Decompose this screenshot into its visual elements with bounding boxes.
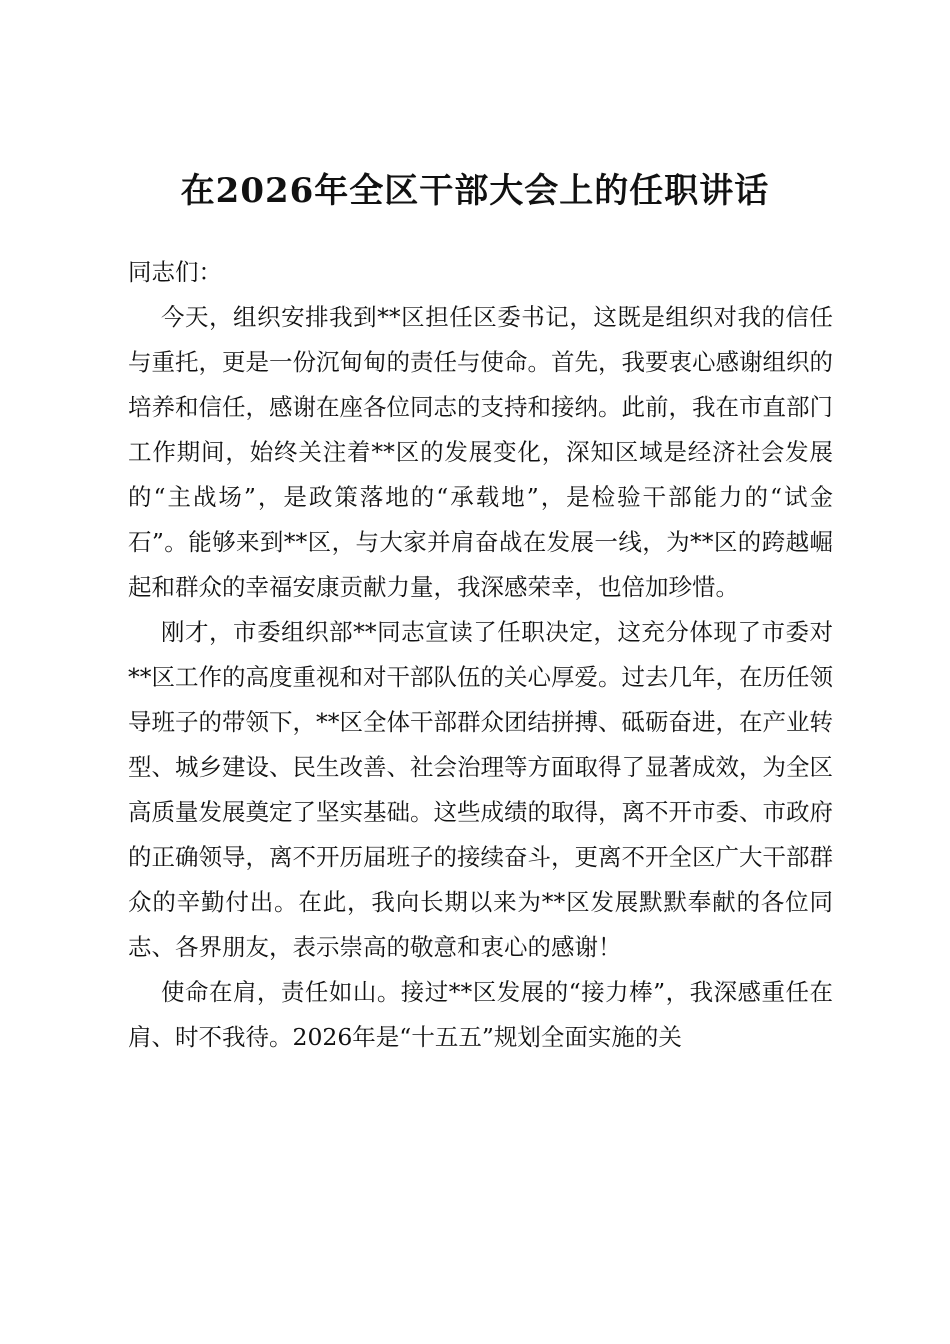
paragraph-1: 今天，组织安排我到**区担任区委书记，这既是组织对我的信任与重托，更是一份沉甸甸的责任与使命。首先，我要衷心感谢组织的培养和信任，感谢在座各位同志的支持和接纳。此前，我在市直部门工作期间，始终关注着**区的发展变化，深知区域是经济社会发展的“主战场”，是政策落地的“承载地”，是检验干部能力的“试金石”。能够来到**区，与大家并肩奋战在发展一线，为**区的跨越崛起和群众的幸福安康贡献力量，我深感荣幸，也倍加珍惜。	[128, 303, 833, 601]
document-title: 在2026年全区干部大会上的任职讲话	[180, 171, 770, 211]
document-body	[128, 250, 833, 1060]
paragraph-2: 刚才，市委组织部**同志宣读了任职决定，这充分体现了市委对**区工作的高度重视和对干部队伍的关心厚爱。过去几年，在历任领导班子的带领下，**区全体干部群众团结拼搏、砥砺奋进，在产业转型、城乡建设、民生改善、社会治理等方面取得了显著成效，为全区高质量发展奠定了坚实基础。这些成绩的取得，离不开市委、市政府的正确领导，离不开历届班子的接续奋斗，更离不开全区广大干部群众的辛勤付出。在此，我向长期以来为**区发展默默奉献的各位同志、各界朋友，表示崇高的敬意和衷心的感谢！	[128, 618, 833, 961]
salutation: 同志们：	[128, 258, 222, 286]
paragraph-3: 使命在肩，责任如山。接过**区发展的“接力棒”，我深感重任在肩、时不我待。2026年是“十五五”规划全面实施的关	[128, 978, 833, 1051]
